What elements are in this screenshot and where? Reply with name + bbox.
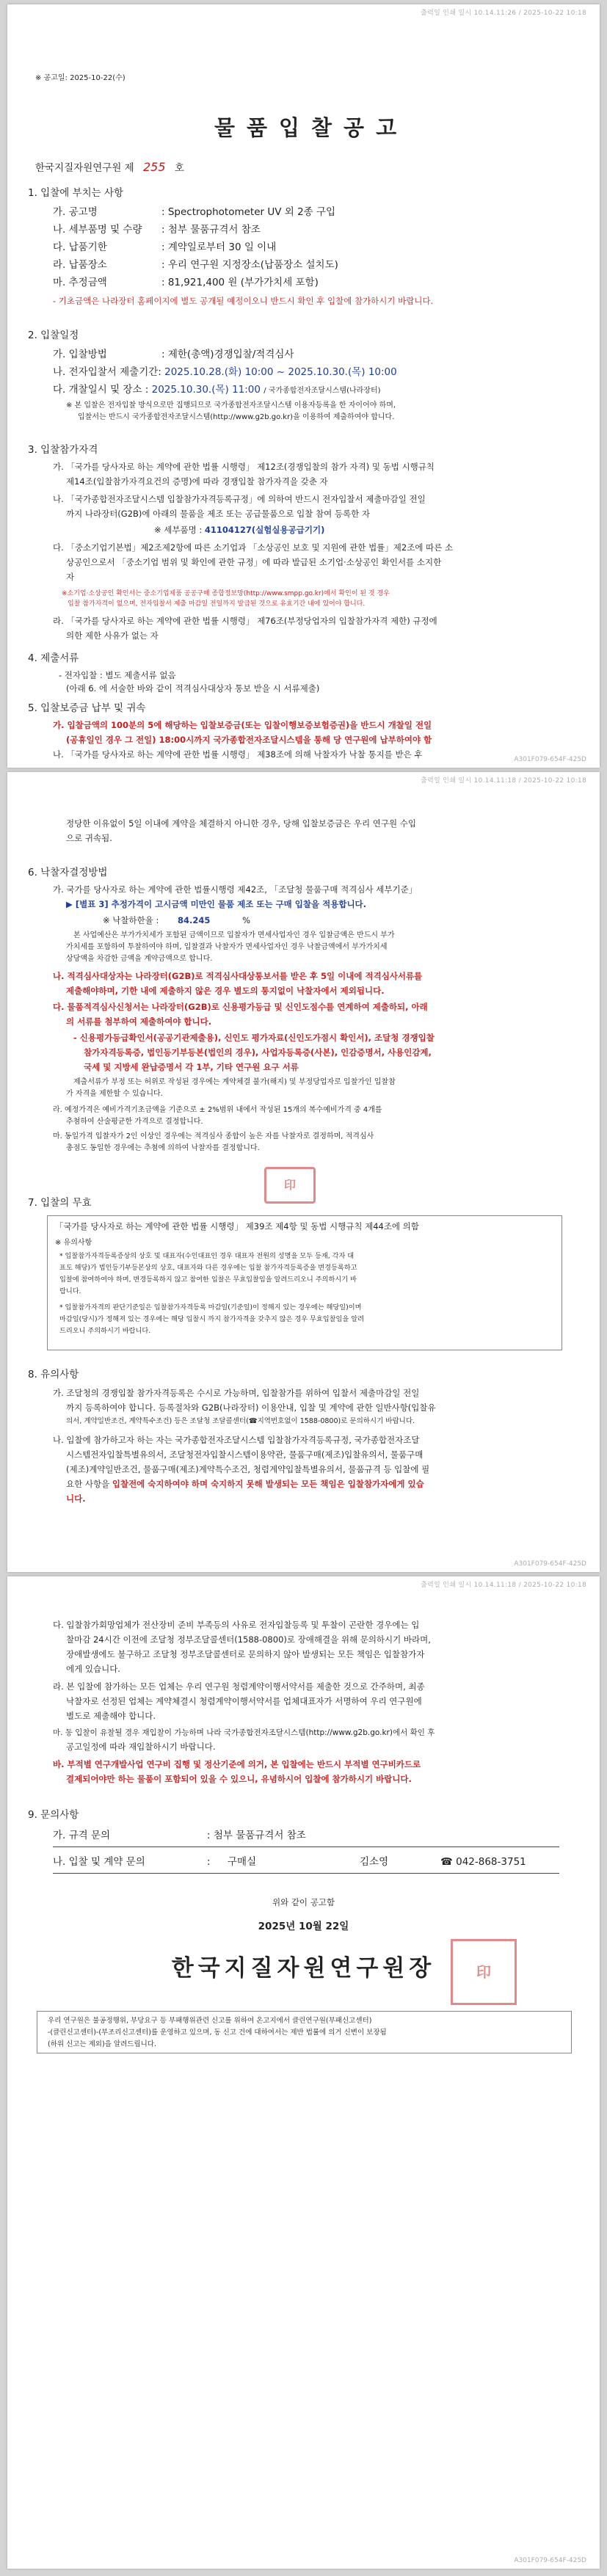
s6-b-line2: 제출해야하며, 기한 내에 제출하지 않은 경우 별도의 통지없이 낙찰자에서 제외됩니다. [66, 986, 385, 996]
s1-b-label: 나. 세부품명 및 수량 [53, 224, 142, 236]
doc-title: 물품입찰공고 [214, 115, 409, 140]
s9-a-value: : 첨부 물품규격서 참조 [207, 1830, 306, 1841]
s8-e-line2: 공고일정에 따라 재입찰하시기 바랍니다. [66, 1742, 216, 1752]
s6-d-line1: 라. 예정가격은 예비가격기초금액을 기준으로 ± 2%범위 내에서 작성된 15개의 복수예비가격 중 4개를 [53, 1106, 382, 1114]
s4-heading: 4. 제출서류 [28, 652, 79, 664]
s6-c-list-1: - 신용평가등급확인서(공공기관제출용), 신인도 평가자료(신인도가점시 확인서), 조달청 경쟁입찰 [73, 1033, 435, 1043]
s8-a-line2: 까지 등록하여야 합니다. 등록절차와 G2B(나라장터) 이용안내, 입찰 및 계약에 관한 일반사항(입찰유 [66, 1402, 436, 1413]
s1-d-value: : 우리 연구원 지정장소(납품장소 설치도) [161, 259, 338, 271]
s1-c-label: 다. 납품기한 [53, 241, 107, 253]
s2-c: 다. 개찰일시 및 장소 : 2025.10.30.(목) 11:00 / 국가종합전자조달시스템(나라장터) [53, 384, 381, 396]
s3-c-note-1: ※소기업·소상공인 확인서는 중소기업제품 공공구매 종합정보망(http://www.smpp.go.kr)에서 확인이 된 것 경우 [62, 590, 390, 597]
s9-divider-2 [53, 1873, 559, 1874]
s8-f-line2: 결제되어야만 하는 물품이 포함되어 있을 수 있으니, 유념하시어 입찰에 참가하시기 바랍니다. [66, 1774, 412, 1784]
s2-note-1: ※ 본 입찰은 전자입찰 방식으로만 집행되므로 국가종합전자조달시스템 이용자등록을 한 자이어야 하며, [66, 401, 396, 410]
s6-a-line5: 가치세를 포함하여 투찰하여야 하며, 입찰결과 낙찰자가 면세사업자인 경우 낙찰금액에서 부가가치세 [66, 943, 388, 951]
s8-a-line1: 가. 조달청의 경쟁입찰 참가자격등록은 수시로 가능하며, 입찰참가를 위하여 입찰서 제출마감일 전일 [53, 1388, 420, 1398]
s5-a-line2: (공휴일인 경우 그 전일) 18:00시까지 국가종합전자조달시스템을 통해 당 연구원에 납부하여야 함 [66, 735, 432, 745]
s8-c-line3: 장애발생에도 불구하고 조달청 정부조달콜센터로 문의하지 않아 발생되는 모든 책임은 입찰참가자 [66, 1649, 425, 1659]
s3-d-line1: 라. 「국가를 당사자로 하는 계약에 관한 법률 시행령」 제76조(부정당업자의 입찰참가자격 제한) 규정에 [53, 616, 437, 626]
s7-box-line1: 「국가를 당사자로 하는 계약에 관한 법률 시행령」 제39조 제4항 및 동법 시행규칙 제44조에 의함 [55, 1221, 419, 1231]
s3-b-item: ※ 세부품명 : 41104127(실험실용공급기기) [154, 525, 325, 535]
s8-c-line1: 다. 입찰참가회망업체가 전산장비 준비 부족등의 사유로 전자입찰등록 및 투찰이 곤란한 경우에는 입 [53, 1620, 420, 1630]
s9-b-label: 나. 입찰 및 계약 문의 [53, 1856, 145, 1868]
s4-a: - 전자입찰 : 별도 제출서류 없음 [59, 670, 176, 680]
announce-date: ※ 공고일: 2025-10-22(수) [35, 74, 126, 82]
notice-text: 위와 같이 공고함 [272, 1897, 335, 1907]
s6-b-line1: 나. 적격심사대상자는 나라장터(G2B)로 적격심사대상통보서를 받은 후 5일 이내에 적격심사서류를 [53, 971, 423, 981]
s3-a-line1: 가. 「국가를 당사자로 하는 계약에 관한 법률 시행령」 제12조(경쟁입찰의 참가 자격) 및 동법 시행규칙 [53, 462, 435, 472]
doc-footer: A301F079-654F-425D [514, 756, 586, 763]
page-2 [7, 772, 600, 1572]
s1-d-label: 라. 납품장소 [53, 259, 107, 271]
s8-b-line1: 나. 입찰에 참가하고자 하는 자는 국가종합전자조달시스템 입찰참가자격등록규정, 국가종합전자조달 [53, 1435, 420, 1445]
s8-c-line4: 에게 있습니다. [66, 1664, 120, 1674]
report-box-line2: -(클린신고센터)-(부조리신고센터)를 운영하고 있으며, 동 신고 건에 대하여서는 제반 법률에 의거 신변이 보장됨 [48, 2029, 387, 2037]
s5-b: 나. 「국가를 당사자로 하는 계약에 관한 법률 시행령」 제38조에 의해 낙찰자가 낙찰 통지를 받은 후 [53, 749, 423, 760]
s6-a-line4: 본 사업예산은 부가가치세가 포함된 금액이므로 입찰자가 면세사업자인 경우 입찰금액은 반드시 부가 [73, 931, 395, 939]
s1-a-value: : Spectrophotometer UV 외 2종 구입 [161, 206, 336, 218]
s1-heading: 1. 입찰에 부치는 사항 [28, 187, 124, 199]
s8-a-line3: 의서, 계약일반조건, 계약특수조건) 등은 조달청 조달콜센터(☎지역번호없이 1588-0800)로 문의하시기 바랍니다. [66, 1417, 415, 1425]
s8-c-line2: 찰마감 24시간 이전에 조달청 정부조달콜센터(1588-0800)로 장애해결을 위해 문의하시기 바라며, [66, 1634, 431, 1645]
s6-c-line1: 다. 물품적격심사신청서는 나라장터(G2B)로 신용평가등급 및 신인도점수를 연계하여 제출하되, 아래 [53, 1002, 428, 1012]
s3-c-line2: 상공인으로서 「중소기업 범위 및 확인에 관한 규정」에 따라 발급된 소기업·소상공인 확인서를 소지한 [66, 557, 442, 567]
s8-e-line1: 마. 동 입찰이 유찰될 경우 재입찰이 가능하며 나라 국가종합전자조달시스템(http://www.g2b.go.kr)에서 확인 후 [53, 1728, 435, 1737]
s8-d-line1: 라. 본 입찰에 참가하는 모든 업체는 우리 연구원 청렴계약이행서약서를 제출한 것으로 간주하며, 최종 [53, 1681, 425, 1692]
s6-c-line2: 의 서류를 첨부하여 제출하여야 합니다. [66, 1016, 212, 1027]
s8-d-line3: 별도로 제출해야 합니다. [66, 1711, 156, 1721]
page-3 [7, 1576, 600, 2569]
s5-a-line1: 가. 입찰금액의 100분의 5에 해당하는 입찰보증금(또는 입찰이행보증보험증권)을 반드시 개찰일 전일 [53, 720, 432, 730]
s6-e-line1: 마. 동일가격 입찰자가 2인 이상인 경우에는 적격심사 종합이 높은 자를 낙찰자로 결정하며, 적격심사 [53, 1132, 374, 1140]
s1-e-label: 마. 추정금액 [53, 277, 107, 288]
s2-a-label: 가. 입찰방법 [53, 349, 107, 360]
notice-date: 2025년 10월 22일 [258, 1921, 349, 1932]
s1-note: - 기초금액은 나라장터 홈페이지에 별도 공개될 예정이오니 반드시 확인 후 입찰에 참가하시기 바랍니다. [53, 296, 434, 306]
s3-heading: 3. 입찰참가자격 [28, 444, 98, 456]
s6-c-list-3: 국세 및 지방세 완납증명서 각 1부, 기타 연구원 요구 서류 [84, 1062, 299, 1072]
s8-b-line2: 시스템전자입찰특별유의서, 조달청전자입찰시스템이용약관, 물품구매(제조)입찰유의서, 물품구매 [66, 1449, 424, 1460]
president-name: 한국지질자원연구원장 [171, 1955, 436, 1982]
s6-lower-rate: ※ 낙찰하한율 : 84.245 % [103, 915, 251, 925]
s1-c-value: : 계약일로부터 30 일 이내 [161, 241, 277, 253]
report-box [37, 2011, 572, 2053]
seal-stamp: 印 [264, 1167, 316, 1204]
report-box-line1: 우리 연구원은 불공정행위, 부당요구 등 부패행위관련 신고를 위하여 온고지에서 클린연구원(부패신고센터) [48, 2017, 372, 2025]
s5-heading: 5. 입찰보증금 납부 및 귀속 [28, 702, 146, 714]
s6-c-line4: 가 자격을 제한할 수 있습니다. [66, 1090, 163, 1098]
s3-c-note-2: 입찰 참가자격이 없으며, 전자입찰서 제출 마감일 전일까지 발급된 것으로 유효기간 내에 있어야 합니다. [68, 600, 366, 608]
s7-box-line9: 드리오니 주의하시기 바랍니다. [59, 1327, 151, 1335]
s9-b-sep: : [207, 1856, 211, 1868]
s8-f-line1: 바. 부적별 연구개발사업 연구비 집행 및 정산기준에 의거, 본 입찰에는 반드시 부적별 연구비카드로 [53, 1759, 421, 1769]
s9-heading: 9. 문의사항 [28, 1809, 79, 1821]
print-header: 출력일 인쇄 일시 10.14.11:18 / 2025-10-22 10:18 [421, 1582, 586, 1589]
s1-a-label: 가. 공고명 [53, 206, 98, 218]
s9-b-dept: 구매실 [228, 1856, 257, 1868]
s8-heading: 8. 유의사항 [28, 1369, 79, 1380]
s5-b-cont-2: 으로 귀속됨. [66, 833, 112, 843]
s3-d-line2: 의한 제한 사유가 없는 자 [66, 630, 159, 641]
s6-d-line2: 추첨하여 산술평균한 가격으로 결정합니다. [66, 1118, 203, 1126]
s9-b-name: 김소영 [360, 1856, 389, 1868]
s5-b-cont-1: 정당한 이유없이 5일 이내에 계약을 체결하지 아니한 경우, 당해 입찰보증금은 우리 연구원 수입 [66, 818, 416, 829]
s1-b-value: : 첨부 물품규격서 참조 [161, 224, 261, 236]
s1-e-value: : 81,921,400 원 (부가가치세 포함) [161, 277, 319, 288]
s3-c-line3: 자 [66, 572, 75, 582]
s4-b: (아래 6. 에 서술한 바와 같이 적격심사대상자 통보 받을 시 서류제출) [66, 683, 320, 694]
s3-b-line2: 까지 나라장터(G2B)에 아래의 물품을 제조 또는 공급물품으로 입찰 참여 등록한 자 [66, 509, 371, 519]
s6-heading: 6. 낙찰자결정방법 [28, 867, 108, 878]
s2-heading: 2. 입찰일정 [28, 330, 79, 341]
s6-a-line1: 가. 국가를 당사자로 하는 계약에 관한 법률시행령 제42조, 「조달청 물품구매 적격심사 세부기준」 [53, 884, 418, 895]
official-seal: 印 [451, 1939, 517, 2005]
page-1 [7, 4, 600, 768]
s2-note-2: 입찰서는 반드시 국가종합전자조달시스템(http://www.g2b.go.kr)을 이용하여 제출하여야 합니다. [78, 413, 395, 421]
s6-a-line6: 상당액을 차감한 금액을 계약금액으로 합니다. [66, 955, 213, 963]
doc-footer: A301F079-654F-425D [514, 2557, 586, 2564]
s7-box-line8: 마감일(당시)가 정해져 있는 경우에는 해당 입찰시 까지 참가자격을 갖추지 않은 경우 무효입찰임을 알려 [59, 1315, 364, 1323]
s7-box-line7: * 입찰참가자격의 판단기준일은 입찰참가자격등록 마감일(기준일)이 정해지 있는 경우에는 해당일)이며 [59, 1303, 362, 1311]
org-number: 한국지질자원연구원 제 255 호 [35, 160, 184, 174]
s3-b-line1: 나. 「국가종합전자조달시스템 입찰참가자격등록규정」에 의하여 반드시 전자입찰서 제출마감일 전일 [53, 494, 426, 504]
s6-e-line2: 총점도 동일한 경우에는 추첨에 의하여 낙찰자를 결정합니다. [66, 1144, 260, 1152]
s9-a-label: 가. 규격 문의 [53, 1830, 111, 1841]
s2-b: 나. 전자입찰서 제출기간: 2025.10.28.(화) 10:00 ~ 2025.10.30.(목) 10:00 [53, 366, 397, 378]
s9-b-phone: ☎ 042-868-3751 [440, 1856, 526, 1868]
s6-c-line3: 제출서류가 부정 또는 허위로 작성된 경우에는 계약체결 불가(해지) 및 부정당업자로 입찰가인 입찰참 [73, 1078, 396, 1086]
s8-b-line4: 요한 사항을 입찰전에 숙지하여야 하며 숙지하지 못해 발생되는 모든 책임은 입찰참가자에게 있습 [66, 1479, 424, 1489]
print-header: 출력일 인쇄 일시 10.14.11:26 / 2025-10-22 10:18 [421, 10, 586, 17]
s8-d-line2: 낙찰자로 선정된 업체는 계약체결시 청렴계약이행서약서를 업체대표자가 서명하여 우리 연구원에 [66, 1696, 422, 1706]
s3-a-line2: 제14조(입찰참가자격요건의 증명)에 따라 경쟁입찰 참가자격을 갖춘 자 [66, 476, 328, 487]
s8-b-line3: (제조)계약일반조건, 물품구매(제조)계약특수조건, 청렴계약입찰특별유의서, 물품규격 등 입찰에 필 [66, 1464, 430, 1474]
s7-box [47, 1215, 562, 1350]
s6-a-line2: ▶ [별표 3] 추정가격이 고시금액 미만인 물품 제조 또는 구매 입찰을 적용합니다. [66, 899, 367, 909]
s6-c-list-2: 참가자격등록증, 법인등기부등본(법인의 경우), 사업자등록증(사본), 인감증명서, 사용인감계, [84, 1047, 432, 1058]
s3-c-line1: 다. 「중소기업기본법」제2조제2항에 따른 소기업과 「소상공인 보호 및 지원에 관한 법률」제2조에 따른 소 [53, 542, 454, 553]
report-box-line3: (하위 신고는 제외)을 알려드립니다. [48, 2040, 156, 2048]
s8-b-line5: 니다. [66, 1493, 86, 1504]
s7-box-line4: 표도 해당)가 법인등기부등본상의 상호, 대표자와 다른 경우에는 입찰 참가자격등록증을 변경등록하고 [59, 1264, 357, 1272]
doc-footer: A301F079-654F-425D [514, 1560, 586, 1568]
print-header: 출력일 인쇄 일시 10.14.11:18 / 2025-10-22 10:18 [421, 777, 586, 785]
s7-heading: 7. 입찰의 무효 [28, 1197, 92, 1209]
s7-box-line5: 입찰에 참여하여야 하며, 변경등록하지 않고 참여한 입찰은 무효입찰임을 알려드리오니 주의하시기 바 [59, 1276, 357, 1284]
s2-a-value: : 제한(총액)경쟁입찰/적격심사 [161, 349, 294, 360]
s7-box-line6: 랍니다. [59, 1287, 81, 1295]
s7-box-line3: * 입찰참가자격등록증상의 상호 및 대표자(수인대표인 경우 대표자 전원의 성명을 모두 등재, 각자 대 [59, 1252, 355, 1260]
s7-box-line2: ※ 유의사항 [55, 1239, 92, 1247]
